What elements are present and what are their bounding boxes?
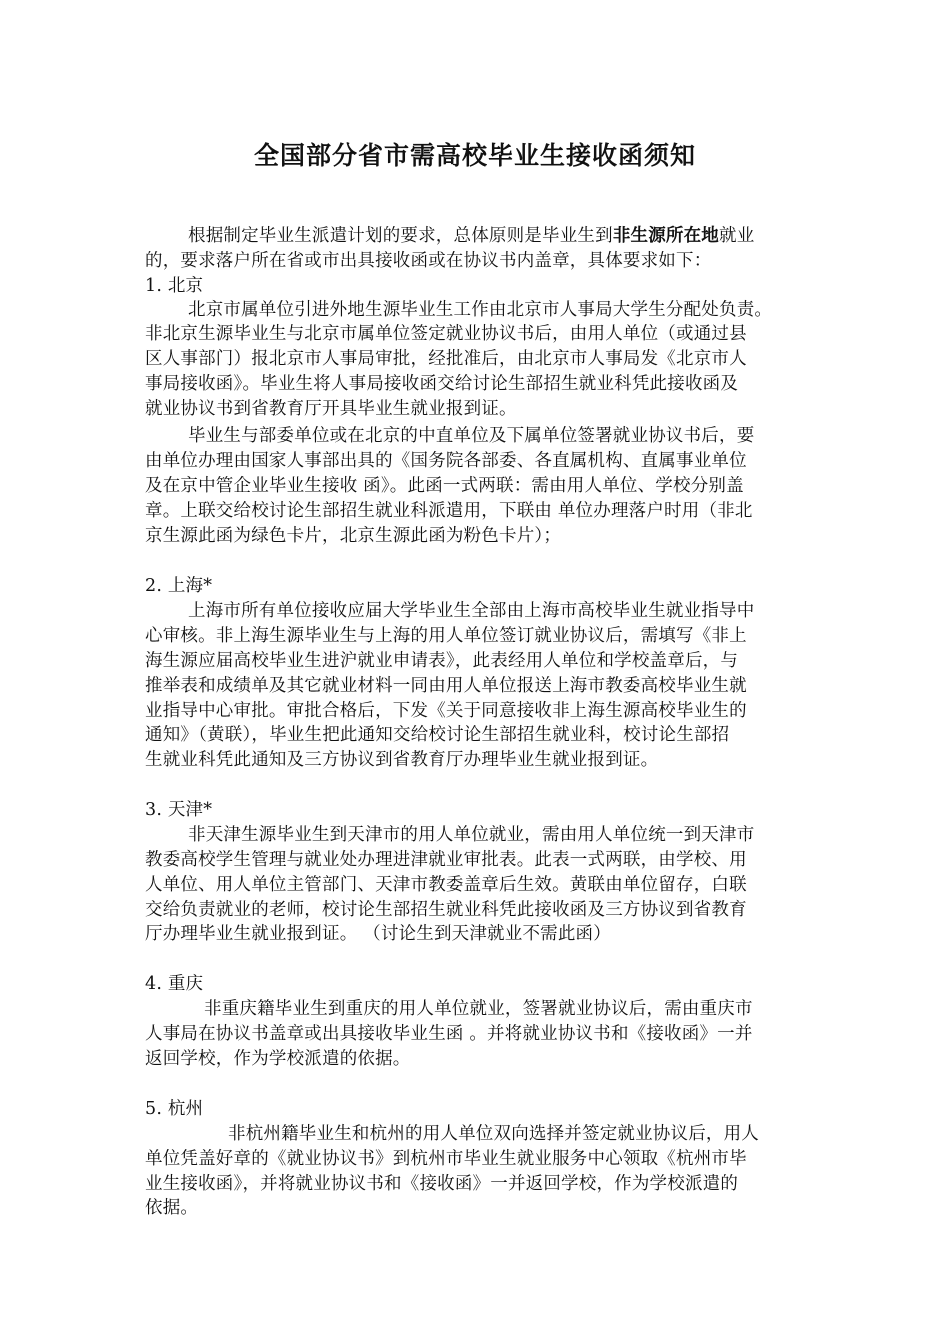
paragraph-line: 非北京生源毕业生与北京市属单位签定就业协议书后，由用人单位（或通过县 <box>145 324 747 344</box>
paragraph-line: 依据。 <box>145 1198 199 1218</box>
paragraph-line: 非重庆籍毕业生到重庆的用人单位就业，签署就业协议后，需由重庆市 <box>204 999 753 1019</box>
page-title: 全国部分省市需高校毕业生接收函须知 <box>253 141 696 170</box>
paragraph-line: 通知》（黄联），毕业生把此通知交给校讨论生部招生就业科，校讨论生部招 <box>145 725 730 745</box>
section-heading: 2. 上海* <box>145 576 213 596</box>
paragraph-line: 厅办理毕业生就业报到证。 （讨论生到天津就业不需此函） <box>145 924 611 944</box>
section-heading: 5. 杭州 <box>145 1099 204 1119</box>
intro-line-1 <box>188 224 754 248</box>
paragraph-line: 业生接收函》，并将就业协议书和《接收函》一并返回学校，作为学校派遣的 <box>145 1174 739 1194</box>
intro-line-2: 的，要求落户所在省或市出具接收函或在协议书内盖章，具体要求如下： <box>145 251 712 271</box>
paragraph-line: 事局接收函》。毕业生将人事局接收函交给讨论生部招生就业科凭此接收函及 <box>145 374 739 394</box>
paragraph-line: 单位凭盖好章的《就业协议书》到杭州市毕业生就业服务中心领取《杭州市毕 <box>145 1149 747 1169</box>
intro-text-end: 就业 <box>719 226 755 246</box>
paragraph-line: 海生源应届高校毕业生进沪就业申请表》，此表经用人单位和学校盖章后，与 <box>145 651 739 671</box>
section-heading: 1. 北京 <box>145 276 204 296</box>
paragraph-line: 上海市所有单位接收应届大学毕业生全部由上海市高校毕业生就业指导中 <box>188 601 755 621</box>
intro-bold-text: 非生源所在地 <box>612 226 720 246</box>
paragraph-line: 人事局在协议书盖章或出具接收毕业生函 。并将就业协议书和《接收函》一并 <box>145 1024 753 1044</box>
paragraph-line: 毕业生与部委单位或在北京的中直单位及下属单位签署就业协议书后，要 <box>188 426 755 446</box>
intro-text: 根据制定毕业生派遣计划的要求，总体原则是毕业生到 <box>188 226 613 246</box>
paragraph-line: 心审核。非上海生源毕业生与上海的用人单位签订就业协议后，需填写《非上 <box>145 626 747 646</box>
paragraph-line: 交给负责就业的老师，校讨论生部招生就业科凭此接收函及三方协议到省教育 <box>145 900 747 920</box>
paragraph-line: 非杭州籍毕业生和杭州的用人单位双向选择并签定就业协议后，用人 <box>228 1124 759 1144</box>
paragraph-line: 业指导中心审批。审批合格后，下发《关于同意接收非上海生源高校毕业生的 <box>145 701 747 721</box>
paragraph-line: 返回学校，作为学校派遣的依据。 <box>145 1049 411 1069</box>
section-heading: 4. 重庆 <box>145 974 204 994</box>
paragraph-line: 北京市属单位引进外地生源毕业生工作由北京市人事局大学生分配处负责。 <box>188 300 773 320</box>
paragraph-line: 及在京中管企业毕业生接收 函》。此函一式两联：需由用人单位、学校分别盖 <box>145 476 744 496</box>
paragraph-line: 区人事部门）报北京市人事局审批，经批准后，由北京市人事局发《北京市人 <box>145 349 747 369</box>
section-heading: 3. 天津* <box>145 800 213 820</box>
paragraph-line: 京生源此函为绿色卡片，北京生源此函为粉色卡片）； <box>145 526 562 546</box>
paragraph-line: 就业协议书到省教育厅开具毕业生就业报到证。 <box>145 399 517 419</box>
paragraph-line: 生就业科凭此通知及三方协议到省教育厅办理毕业生就业报到证。 <box>145 750 659 770</box>
paragraph-line: 由单位办理由国家人事部出具的《国务院各部委、各直属机构、直属事业单位 <box>145 451 747 471</box>
paragraph-line: 人单位、用人单位主管部门、天津市教委盖章后生效。黄联由单位留存，白联 <box>145 875 747 895</box>
paragraph-line: 章。上联交给校讨论生部招生就业科派遣用，下联由 单位办理落户时用（非北 <box>145 501 753 521</box>
paragraph-line: 教委高校学生管理与就业处办理进津就业审批表。此表一式两联，由学校、用 <box>145 850 747 870</box>
paragraph-line: 推举表和成绩单及其它就业材料一同由用人单位报送上海市教委高校毕业生就 <box>145 676 747 696</box>
paragraph-line: 非天津生源毕业生到天津市的用人单位就业，需由用人单位统一到天津市 <box>188 825 755 845</box>
